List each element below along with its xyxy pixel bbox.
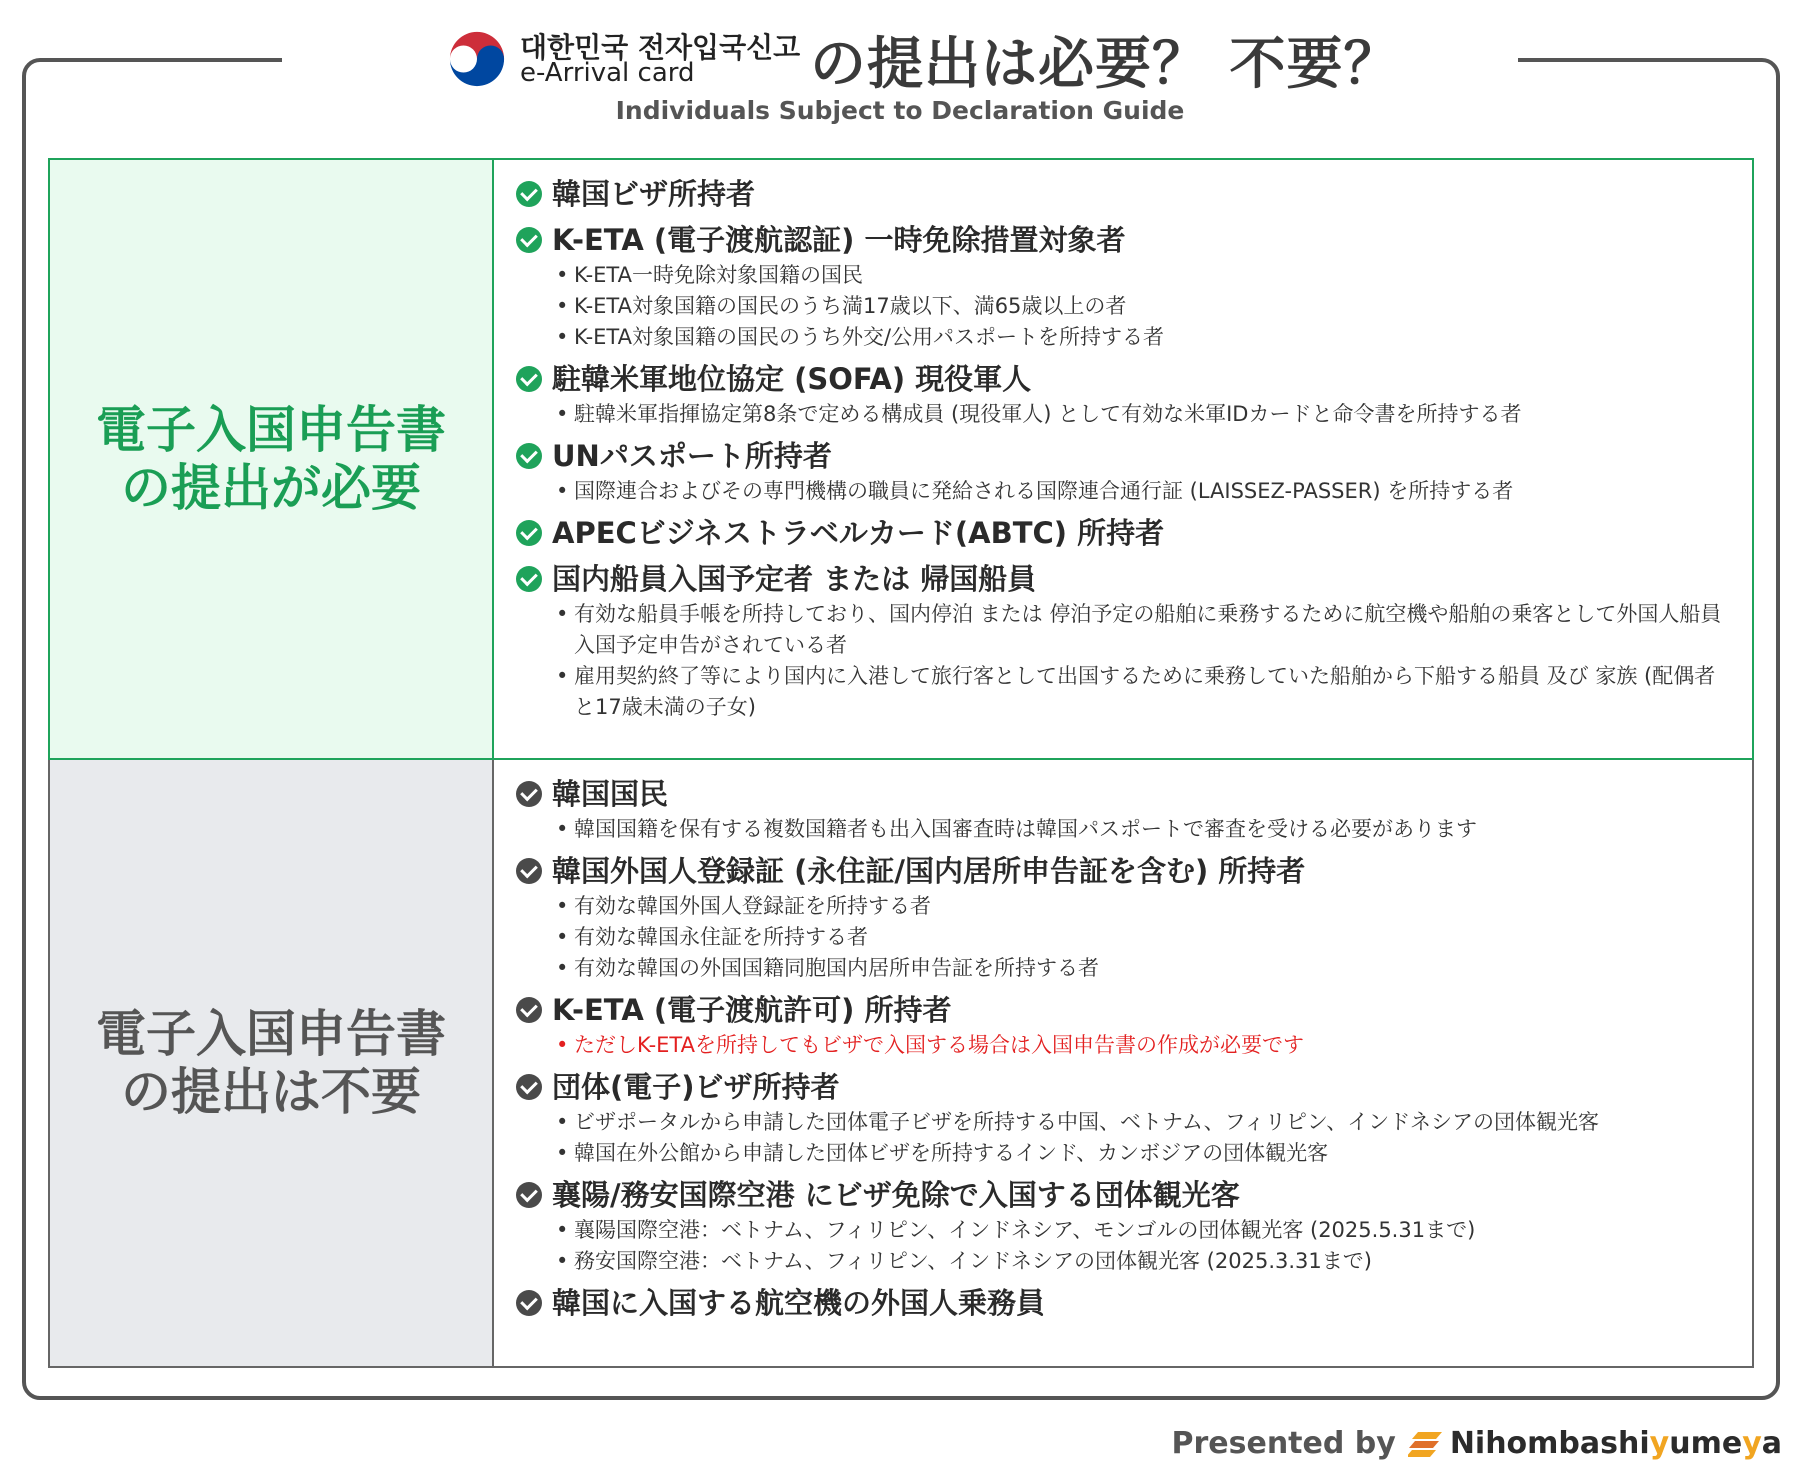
footer-credit: [1171, 1426, 1782, 1461]
item-heading: [516, 774, 1736, 814]
list-item: [516, 990, 1736, 1061]
check-circle-icon: [516, 181, 542, 207]
list-item: [516, 359, 1736, 430]
check-circle-icon: [516, 1074, 542, 1100]
item-heading: [516, 559, 1736, 599]
item-heading: [516, 436, 1736, 476]
bullet-point: • K-ETA対象国籍の国民のうち外交/公用パスポートを所持する者: [554, 322, 1736, 353]
presented-by-text: Presented by: [1171, 1426, 1396, 1461]
bullet-point: • 襄陽国際空港：ベトナム、フィリピン、インドネシア、モンゴルの団体観光客 (2025.5.31まで): [554, 1215, 1736, 1246]
list-item: [516, 559, 1736, 723]
bullet-point: • ビザポータルから申請した団体電子ビザを所持する中国、ベトナム、フィリピン、インドネシアの団体観光客: [554, 1107, 1736, 1138]
item-heading: [516, 513, 1736, 553]
not-required-label-line1: 電子入国申告書: [96, 1005, 446, 1063]
item-title: K-ETA (電子渡航認証) 一時免除措置対象者: [552, 223, 1126, 257]
required-label: [50, 160, 494, 758]
bullet-point: • K-ETA一時免除対象国籍の国民: [554, 260, 1736, 291]
required-label-line1: 電子入国申告書: [96, 401, 446, 459]
item-bullets: [516, 599, 1736, 723]
check-circle-icon: [516, 566, 542, 592]
bullet-point: • 駐韓米軍指揮協定第8条で定める構成員 (現役軍人) として有効な米軍IDカードと命令書を所持する者: [554, 399, 1736, 430]
list-item: [516, 1283, 1736, 1323]
not-required-list: [494, 760, 1752, 1366]
check-circle-icon: [516, 997, 542, 1023]
item-heading: [516, 220, 1736, 260]
bullet-point: • 有効な船員手帳を所持しており、国内停泊 または 停泊予定の船舶に乗務するために航空機や船舶の乗客として外国人船員入国予定申告がされている者: [554, 599, 1736, 661]
list-item: [516, 436, 1736, 507]
list-item: [516, 1175, 1736, 1277]
item-bullets: [516, 476, 1736, 507]
list-item: [516, 774, 1736, 845]
bullet-point: • 務安国際空港：ベトナム、フィリピン、インドネシアの団体観光客 (2025.3.31まで): [554, 1246, 1736, 1277]
check-circle-icon: [516, 1182, 542, 1208]
not-required-label-line2: の提出は不要: [121, 1063, 421, 1121]
not-required-label: [50, 760, 494, 1366]
item-title: K-ETA (電子渡航許可) 所持者: [552, 993, 952, 1027]
korea-taeguk-icon: [448, 30, 506, 88]
item-title: 駐韓米軍地位協定 (SOFA) 現役軍人: [552, 362, 1032, 396]
item-title: 韓国に入国する航空機の外国人乗務員: [552, 1286, 1046, 1320]
logo-english-text: e-Arrival card: [520, 58, 695, 88]
item-bullets: [516, 260, 1736, 353]
required-row: [48, 158, 1754, 760]
item-heading: [516, 359, 1736, 399]
item-bullets: [516, 814, 1736, 845]
bullet-point: • 有効な韓国外国人登録証を所持する者: [554, 891, 1736, 922]
item-title: 国内船員入国予定者 または 帰国船員: [552, 562, 1037, 596]
item-heading: [516, 1283, 1736, 1323]
bullet-point: • 有効な韓国永住証を所持する者: [554, 922, 1736, 953]
item-bullets: [516, 1107, 1736, 1169]
item-title: 韓国外国人登録証 (永住証/国内居所申告証を含む) 所持者: [552, 854, 1306, 888]
item-bullets: [516, 1215, 1736, 1277]
item-heading: [516, 174, 1736, 214]
required-label-line2: の提出が必要: [121, 459, 421, 517]
page-subtitle: Individuals Subject to Declaration Guide: [615, 96, 1185, 125]
stripes-logo-icon: [1408, 1430, 1442, 1458]
required-list: [494, 160, 1752, 758]
check-circle-icon: [516, 227, 542, 253]
declaration-table: [48, 158, 1754, 1368]
bullet-point: • 雇用契約終了等により国内に入港して旅行客として出国するために乗務していた船舶から下船する船員 及び 家族 (配偶者と17歳未満の子女): [554, 661, 1736, 723]
not-required-row: [48, 760, 1754, 1368]
check-circle-icon: [516, 858, 542, 884]
check-circle-icon: [516, 781, 542, 807]
item-heading: [516, 1175, 1736, 1215]
check-circle-icon: [516, 443, 542, 469]
check-circle-icon: [516, 520, 542, 546]
brand-name: Nihombashiyumeya: [1449, 1426, 1782, 1461]
warning-note: • ただしK-ETAを所持してもビザで入国する場合は入国申告書の作成が必要です: [554, 1030, 1736, 1061]
list-item: [516, 174, 1736, 214]
list-item: [516, 851, 1736, 984]
page-title: の提出は必要？ 不要？: [810, 32, 1401, 97]
item-title: 韓国国民: [552, 777, 669, 811]
bullet-point: • 有効な韓国の外国国籍同胞国内居所申告証を所持する者: [554, 953, 1736, 984]
item-title: UNパスポート所持者: [552, 439, 832, 473]
item-title: 団体(電子)ビザ所持者: [552, 1070, 840, 1104]
item-title: 襄陽/務安国際空港 にビザ免除で入国する団体観光客: [552, 1178, 1240, 1212]
bullet-point: • 国際連合およびその専門機構の職員に発給される国際連合通行証 (LAISSEZ-PASSER) を所持する者: [554, 476, 1736, 507]
item-heading: [516, 1067, 1736, 1107]
check-circle-icon: [516, 366, 542, 392]
item-bullets: [516, 399, 1736, 430]
check-circle-icon: [516, 1290, 542, 1316]
item-heading: [516, 990, 1736, 1030]
item-bullets: [516, 891, 1736, 984]
item-title: 韓国ビザ所持者: [552, 177, 756, 211]
logo-korean-text: 대한민국 전자입국신고: [520, 31, 801, 64]
bullet-point: • 韓国国籍を保有する複数国籍者も出入国審査時は韓国パスポートで審査を受ける必要があります: [554, 814, 1736, 845]
item-bullets: [516, 1030, 1736, 1061]
bullet-point: • 韓国在外公館から申請した団体ビザを所持するインド、カンボジアの団体観光客: [554, 1138, 1736, 1169]
bullet-point: • K-ETA対象国籍の国民のうち満17歳以下、満65歳以上の者: [554, 291, 1736, 322]
list-item: [516, 220, 1736, 353]
item-heading: [516, 851, 1736, 891]
item-title: APECビジネストラベルカード(ABTC) 所持者: [552, 516, 1165, 550]
list-item: [516, 513, 1736, 553]
list-item: [516, 1067, 1736, 1169]
